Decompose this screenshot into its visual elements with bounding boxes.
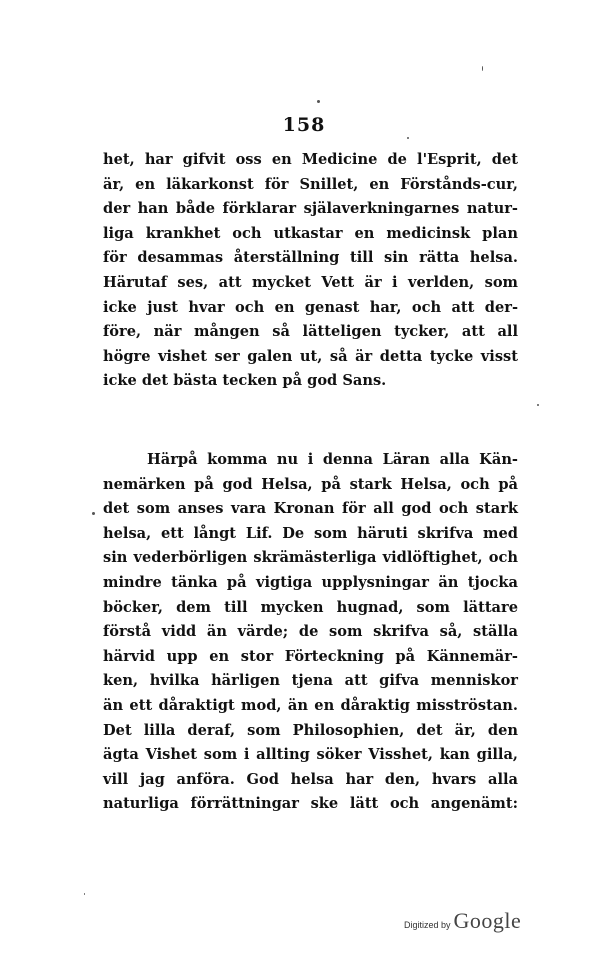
text-line: Härpå komma nu i denna Läran alla Kän- [147,451,518,468]
text-line: helsa, ett långt Lif. De som häruti skrifva med [103,524,518,542]
text-line: icke det bästa tecken på god Sans. [103,372,387,390]
text-line: än ett dåraktigt mod, än en dåraktig misströstan. [103,696,518,714]
text-line: Härutaf ses, att mycket Vett är i verlden, som [103,273,518,291]
google-logo: Google [453,908,522,933]
text-line: ken, hvilka härligen tjena att gifva menniskor [103,672,518,690]
text-line: förstå vidd än värde; de som skrifva så, ställa [103,623,518,641]
scan-speck [482,66,483,71]
text-line: sin vederbörligen skrämästerliga vidlöftighet, och [103,549,518,567]
text-line: är, en läkarkonst för Snillet, en Förstånds-cur, [103,175,518,193]
page-number: 158 [282,114,326,136]
text-line: för desammas återställning till sin rätta helsa. [103,249,518,267]
text-line: liga krankhet och utkastar en medicinsk plan [103,224,518,242]
paragraph-1 [103,148,518,394]
scan-speck [317,100,320,103]
digitized-watermark [404,908,521,938]
text-line: böcker, dem till mycken hugnad, som lättare [103,598,518,616]
paragraph-2 [103,448,518,817]
text-line: het, har gifvit oss en Medicine de l'Esprit, det [103,151,518,168]
scan-speck [84,893,85,895]
text-line: före, när mången så lätteligen tycker, att all [103,323,518,341]
text-line: Det lilla deraf, som Philosophien, det är, den [103,721,518,739]
scan-speck [92,512,95,515]
text-line: der han både förklarar själaverkningarnes natur- [103,200,518,218]
text-line: ägta Vishet som i allting söker Visshet, kan gilla, [103,746,518,764]
text-line: nemärken på god Helsa, på stark Helsa, och på [103,475,518,493]
text-line: vill jag anföra. God helsa har den, hvars alla [103,770,518,788]
text-line: mindre tänka på vigtiga upplysningar än tjocka [103,573,518,591]
text-line: icke just hvar och en genast har, och att der- [103,298,518,316]
scan-speck [407,137,409,139]
text-line: naturliga förrättningar ske lätt och angenämt: [103,795,518,813]
digitized-label: Digitized by [404,920,451,930]
scan-speck [537,404,539,406]
text-line: det som anses vara Kronan för all god och stark [103,500,518,518]
text-line: härvid upp en stor Förteckning på Kännemär- [103,647,518,665]
text-line: högre vishet ser galen ut, så är detta tycke visst [103,347,518,365]
